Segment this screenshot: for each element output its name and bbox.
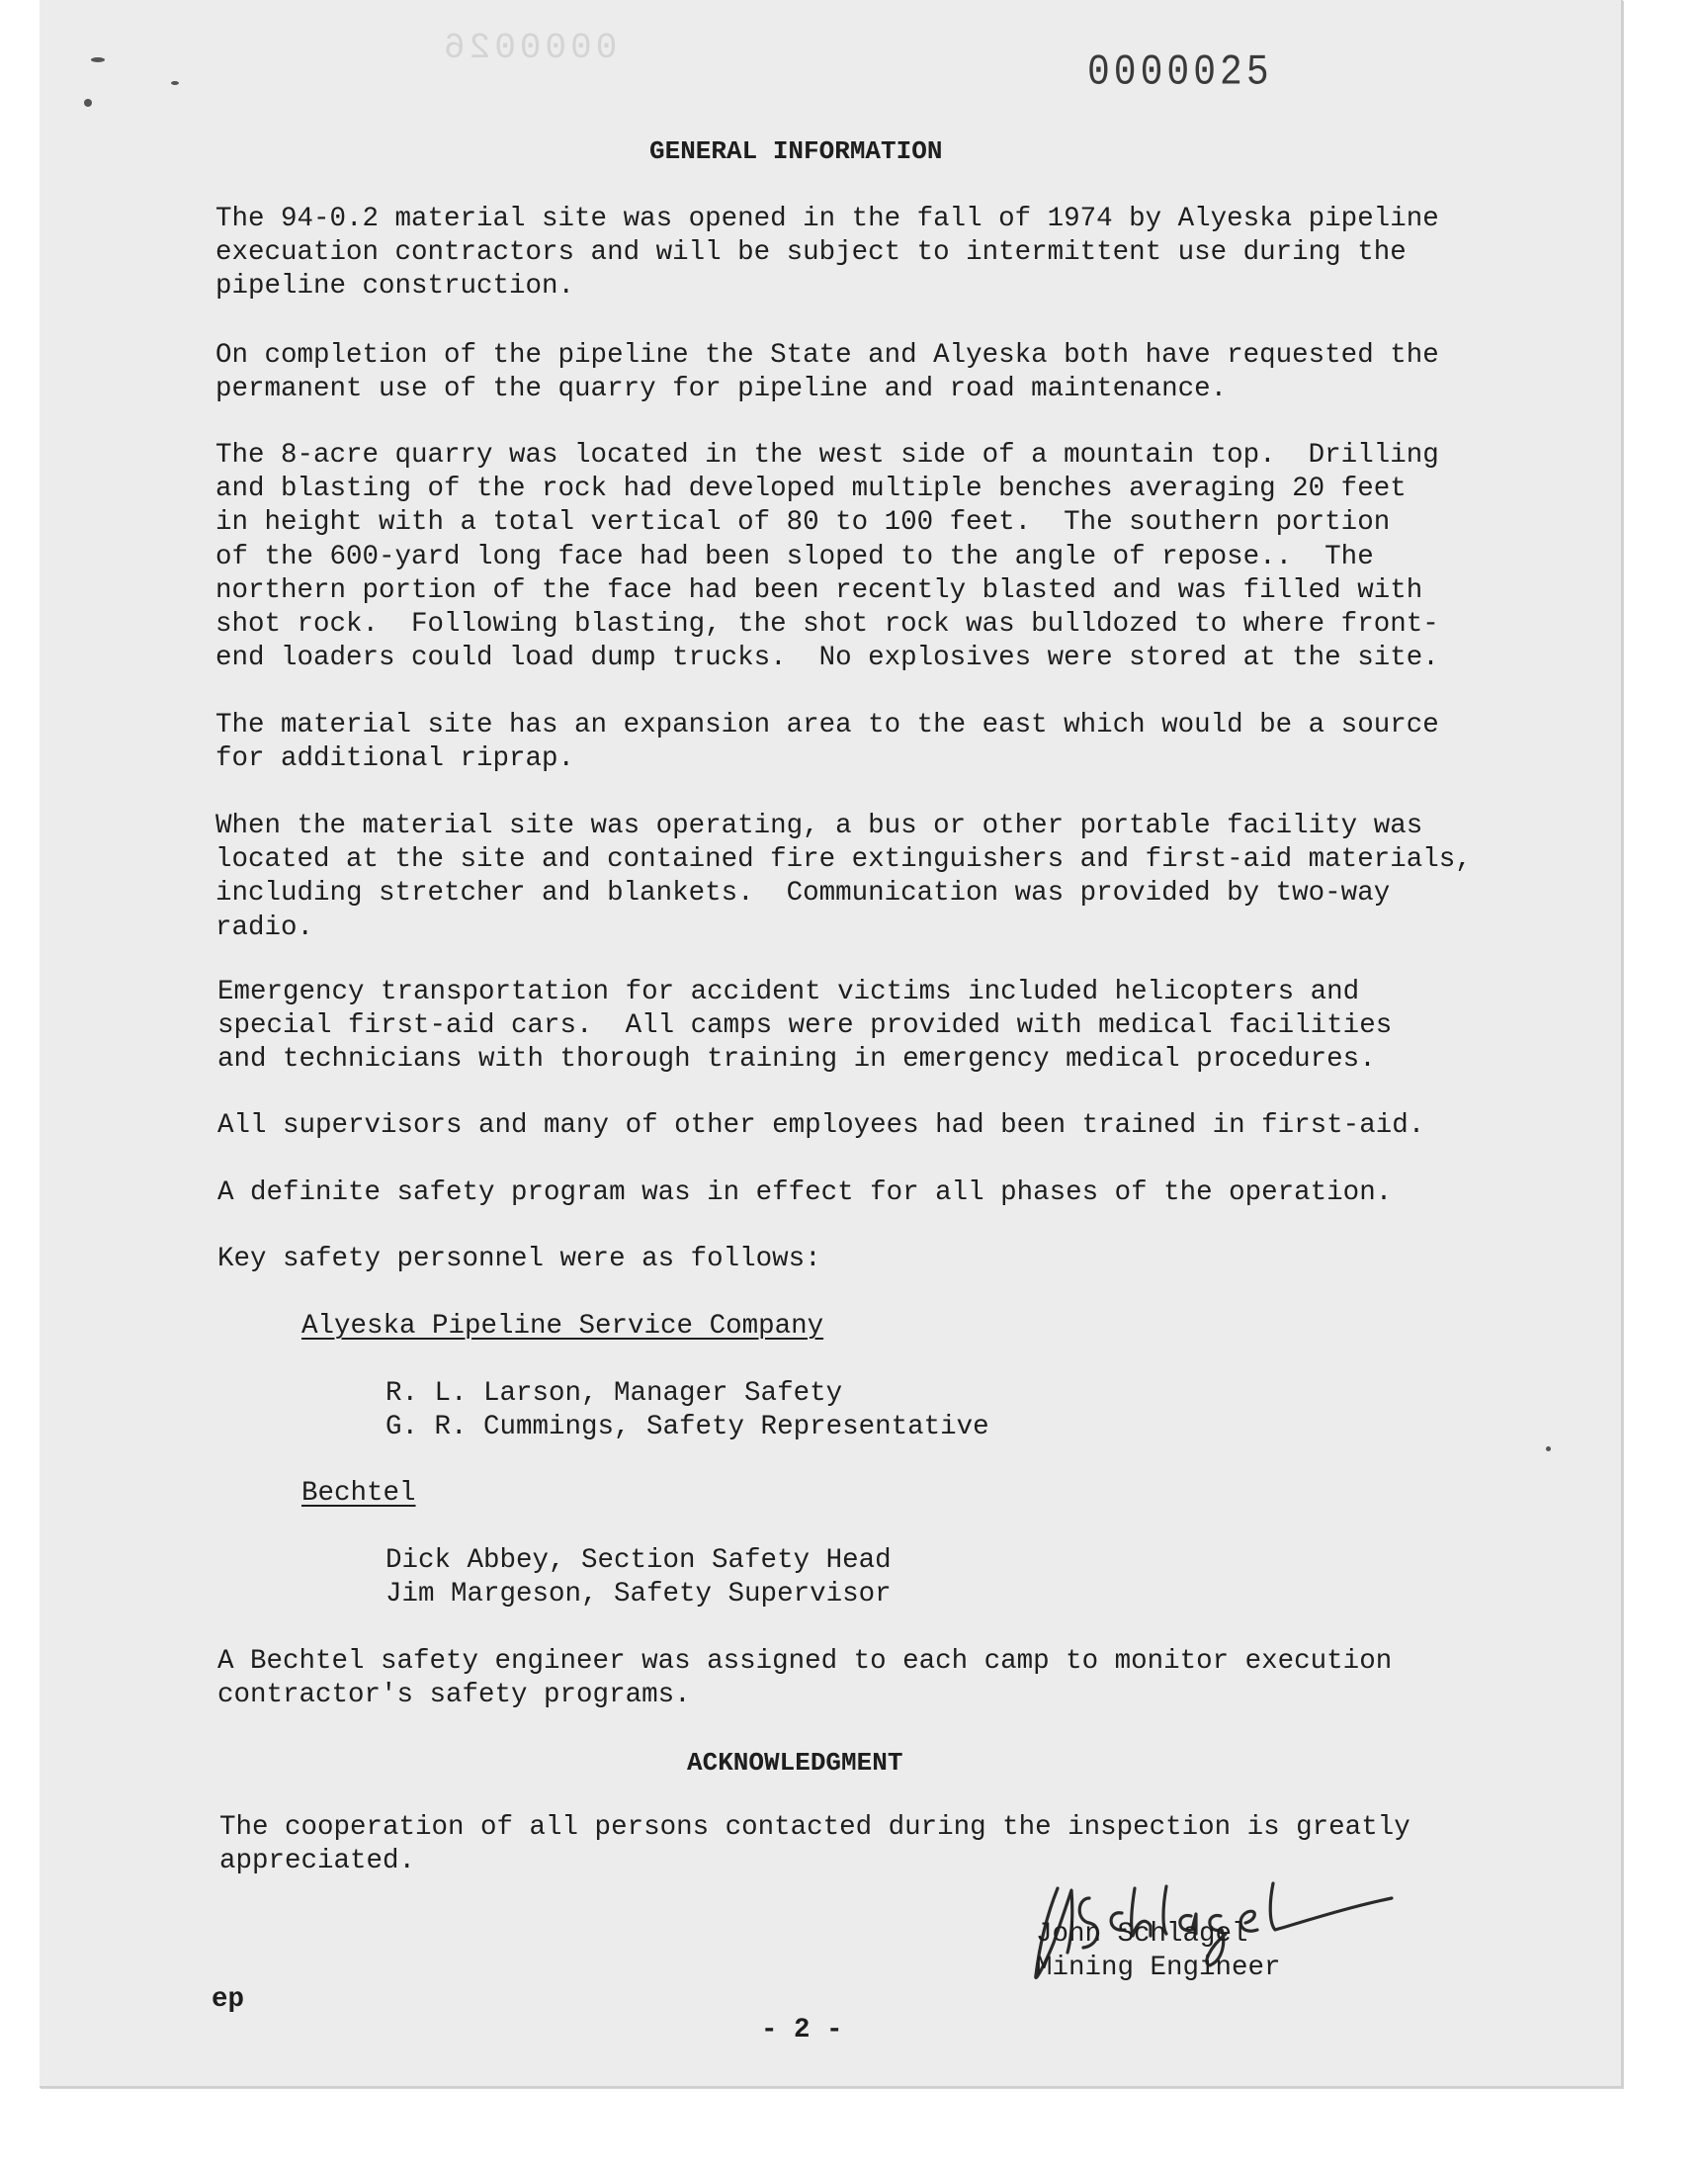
scan-speck [84, 99, 92, 107]
page-number: - 2 - [761, 2015, 843, 2045]
acknowledgment-heading: ACKNOWLEDGMENT [687, 1748, 903, 1778]
paragraph-9: Key safety personnel were as follows: [217, 1244, 821, 1274]
company-heading-alyeska: Alyeska Pipeline Service Company [301, 1311, 824, 1342]
personnel-line: R. L. Larson, Manager Safety [385, 1378, 843, 1409]
personnel-line: Jim Margeson, Safety Supervisor [385, 1579, 892, 1610]
document-page [40, 0, 1623, 2088]
paragraph-3: The 8-acre quarry was located in the west side of a mountain top. Drilling and blasting of the rock had developed multiple benches averaging 20 feet in height with a total vertical of 80 to 100 feet. The southern portion of the 600-yard long face had been sloped to the angle of repose.. The northern portion of the face had been recently blasted and was filled with shot rock. Following blasting, the shot rock was bulldozed to where front- end loaders could load dump trucks. No explosives were stored at the site. [215, 440, 1439, 674]
personnel-line: Dick Abbey, Section Safety Head [385, 1545, 892, 1576]
acknowledgment-text: The cooperation of all persons contacted during the inspection is greatly appreciated. [219, 1812, 1410, 1877]
paragraph-4: The material site has an expansion area to the east which would be a source for additional riprap. [215, 710, 1439, 775]
scan-speck [1546, 1446, 1551, 1451]
scan-speck [171, 81, 179, 85]
paragraph-5: When the material site was operating, a bus or other portable facility was located at the site and contained fire extinguishers and first-aid materials, including stretcher and blankets. Communication was provided by two-way radio. [215, 811, 1472, 943]
paragraph-1: The 94-0.2 material site was opened in the fall of 1974 by Alyeska pipeline execuation contractors and will be subject to intermittent use during the pipeline construction. [215, 204, 1439, 303]
typist-initials: ep [212, 1984, 245, 2015]
bleed-through-number: 0000026 [440, 28, 618, 68]
company-heading-bechtel: Bechtel [301, 1478, 416, 1509]
page-title: GENERAL INFORMATION [649, 136, 943, 166]
paragraph-8: A definite safety program was in effect for all phases of the operation. [217, 1177, 1393, 1208]
paragraph-2: On completion of the pipeline the State and Alyeska both have requested the permanent use of the quarry for pipeline and road maintenance. [215, 340, 1439, 405]
personnel-line: G. R. Cummings, Safety Representative [385, 1412, 989, 1442]
document-number-stamp: 0000025 [1087, 47, 1273, 98]
paragraph-6: Emergency transportation for accident victims included helicopters and special first-aid cars. All camps were provided with medical facilities and technicians with thorough training in emergency medical procedures. [217, 977, 1393, 1076]
signatory-name: John Schlagel [1036, 1919, 1248, 1950]
scan-speck [91, 57, 105, 62]
paragraph-7: All supervisors and many of other employees had been trained in first-aid. [217, 1110, 1425, 1141]
signatory-title: Mining Engineer [1036, 1953, 1281, 1983]
closing-paragraph: A Bechtel safety engineer was assigned to each camp to monitor execution contractor's safety programs. [217, 1646, 1393, 1711]
